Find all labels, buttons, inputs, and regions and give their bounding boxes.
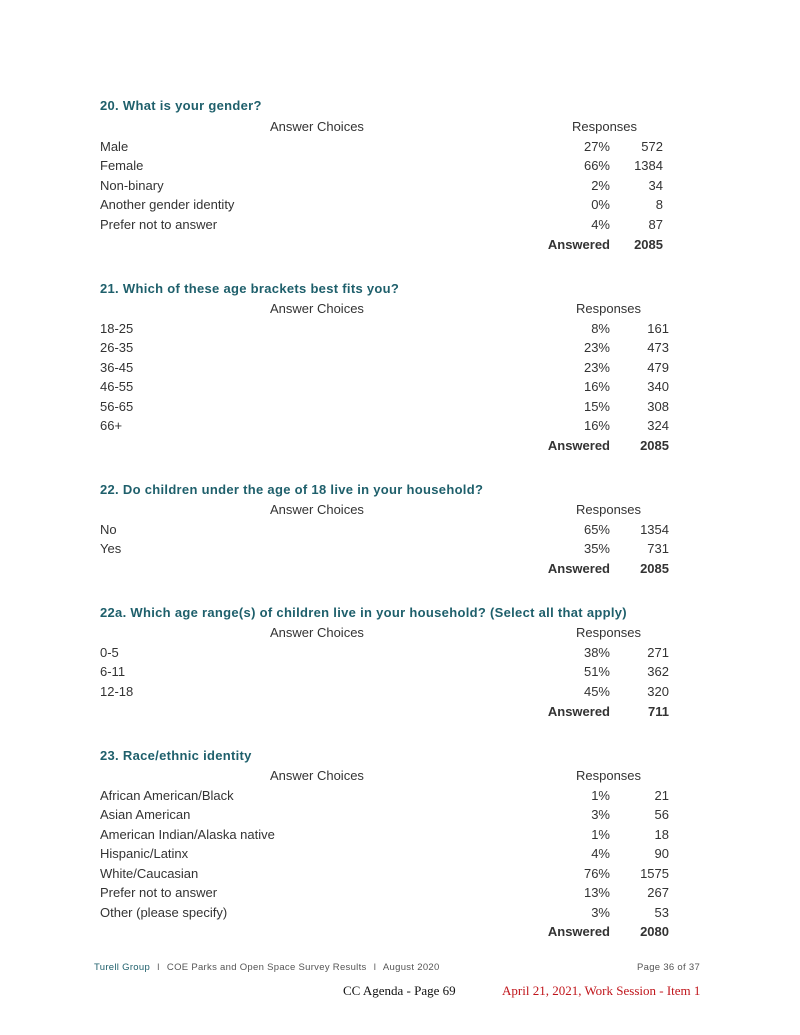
choice-label: White/Caucasian	[100, 866, 199, 881]
choice-label: African American/Black	[100, 788, 234, 803]
choice-label: Asian American	[100, 807, 191, 822]
choice-label: 0-5	[100, 645, 119, 660]
choice-percent: 3%	[591, 807, 610, 822]
choice-count: 1354	[640, 522, 669, 537]
table-row	[0, 418, 800, 437]
choice-percent: 38%	[583, 645, 610, 660]
choice-percent: 23%	[583, 360, 610, 375]
answered-label: Answered	[547, 438, 610, 453]
choice-label: 66+	[100, 418, 123, 433]
choice-label: Prefer not to answer	[100, 885, 218, 900]
footer-report-title: COE Parks and Open Space Survey Results	[166, 962, 367, 973]
choice-count: 87	[648, 217, 663, 232]
table-row	[0, 788, 800, 807]
choice-percent: 23%	[583, 340, 610, 355]
choice-count: 362	[647, 664, 669, 679]
choice-count: 1384	[634, 158, 663, 173]
choice-count: 473	[647, 340, 669, 355]
table-row	[0, 664, 800, 683]
choice-count: 572	[641, 139, 663, 154]
table-row	[0, 885, 800, 904]
table-row	[0, 846, 800, 865]
table-row	[0, 178, 800, 197]
table-row	[0, 197, 800, 216]
answer-choices-header: Answer Choices	[270, 502, 364, 517]
choice-count: 324	[647, 418, 669, 433]
answered-label: Answered	[547, 704, 610, 719]
choice-count: 161	[647, 321, 669, 336]
footer-separator: I	[157, 962, 160, 973]
answer-choices-header: Answer Choices	[270, 625, 364, 640]
table-row	[0, 807, 800, 826]
choice-percent: 27%	[583, 139, 610, 154]
choice-percent: 76%	[583, 866, 610, 881]
answer-choices-header: Answer Choices	[270, 119, 364, 134]
table-row	[0, 321, 800, 340]
choice-label: Female	[100, 158, 144, 173]
table-row	[0, 905, 800, 924]
answered-total: 2085	[634, 237, 663, 252]
table-row	[0, 360, 800, 379]
choice-count: 1575	[640, 866, 669, 881]
choice-label: 36-45	[100, 360, 134, 375]
choice-percent: 4%	[591, 217, 610, 232]
responses-header: Responses	[572, 119, 638, 134]
choice-count: 320	[647, 684, 669, 699]
choice-count: 340	[647, 379, 669, 394]
work-session-stamp: April 21, 2021, Work Session - Item 1	[502, 983, 701, 998]
table-row	[0, 399, 800, 418]
choice-percent: 16%	[583, 418, 610, 433]
footer-brand: Turell Group	[94, 962, 151, 973]
table-row	[0, 158, 800, 177]
choice-label: 12-18	[100, 684, 134, 699]
footer-separator: I	[373, 962, 377, 973]
choice-label: 46-55	[100, 379, 134, 394]
table-row	[0, 340, 800, 359]
answered-total: 2085	[640, 438, 669, 453]
table-row	[0, 522, 800, 541]
choice-count: 267	[647, 885, 669, 900]
choice-count: 731	[647, 541, 669, 556]
answer-choices-header: Answer Choices	[270, 301, 364, 316]
choice-label: American Indian/Alaska native	[100, 827, 275, 842]
responses-header: Responses	[576, 502, 642, 517]
choice-count: 479	[647, 360, 669, 375]
choice-label: 56-65	[100, 399, 134, 414]
choice-percent: 4%	[591, 846, 610, 861]
table-row	[0, 645, 800, 664]
page-number: Page 36 of 37	[637, 962, 701, 973]
choice-percent: 51%	[583, 664, 610, 679]
choice-percent: 3%	[591, 905, 610, 920]
question-title: 22a. Which age range(s) of children live in your household? (Select all that apply)	[100, 605, 627, 620]
answered-label: Answered	[547, 561, 610, 576]
table-row	[0, 379, 800, 398]
table-row	[0, 139, 800, 158]
choice-label: Male	[100, 139, 129, 154]
table-row	[0, 541, 800, 560]
answered-label: Answered	[547, 237, 610, 252]
choice-count: 308	[647, 399, 669, 414]
choice-label: Hispanic/Latinx	[100, 846, 189, 861]
choice-percent: 13%	[583, 885, 610, 900]
responses-header: Responses	[576, 625, 642, 640]
choice-percent: 15%	[583, 399, 610, 414]
table-row	[0, 866, 800, 885]
choice-count: 21	[654, 788, 669, 803]
choice-percent: 16%	[583, 379, 610, 394]
choice-count: 34	[648, 178, 663, 193]
answer-choices-header: Answer Choices	[270, 768, 364, 783]
choice-percent: 2%	[591, 178, 610, 193]
choice-label: Prefer not to answer	[100, 217, 218, 232]
choice-label: Another gender identity	[100, 197, 235, 212]
choice-percent: 8%	[591, 321, 610, 336]
choice-percent: 1%	[591, 788, 610, 803]
choice-count: 271	[647, 645, 669, 660]
table-row	[0, 217, 800, 236]
choice-percent: 45%	[583, 684, 610, 699]
choice-label: 18-25	[100, 321, 134, 336]
page-footer	[94, 962, 440, 973]
question-title: 21. Which of these age brackets best fits you?	[100, 281, 400, 296]
choice-label: 26-35	[100, 340, 134, 355]
responses-header: Responses	[576, 301, 642, 316]
answered-total: 2085	[640, 561, 669, 576]
answered-total: 2080	[640, 924, 669, 939]
choice-percent: 0%	[591, 197, 610, 212]
choice-count: 18	[654, 827, 669, 842]
choice-label: Yes	[100, 541, 122, 556]
choice-count: 8	[655, 197, 663, 212]
choice-percent: 35%	[583, 541, 610, 556]
choice-label: 6-11	[100, 664, 126, 679]
table-row	[0, 684, 800, 703]
choice-label: No	[100, 522, 117, 537]
choice-percent: 65%	[583, 522, 610, 537]
agenda-page-stamp: CC Agenda - Page 69	[343, 983, 456, 998]
choice-label: Non-binary	[100, 178, 164, 193]
answered-total: 711	[648, 704, 669, 719]
choice-label: Other (please specify)	[100, 905, 228, 920]
choice-count: 56	[654, 807, 669, 822]
choice-percent: 1%	[591, 827, 610, 842]
choice-percent: 66%	[583, 158, 610, 173]
choice-count: 53	[654, 905, 669, 920]
answered-label: Answered	[547, 924, 610, 939]
question-title: 22. Do children under the age of 18 live in your household?	[100, 482, 484, 497]
question-title: 23. Race/ethnic identity	[100, 748, 252, 763]
responses-header: Responses	[576, 768, 642, 783]
footer-date: August 2020	[382, 962, 440, 973]
question-title: 20. What is your gender?	[100, 98, 262, 113]
table-row	[0, 827, 800, 846]
choice-count: 90	[654, 846, 669, 861]
